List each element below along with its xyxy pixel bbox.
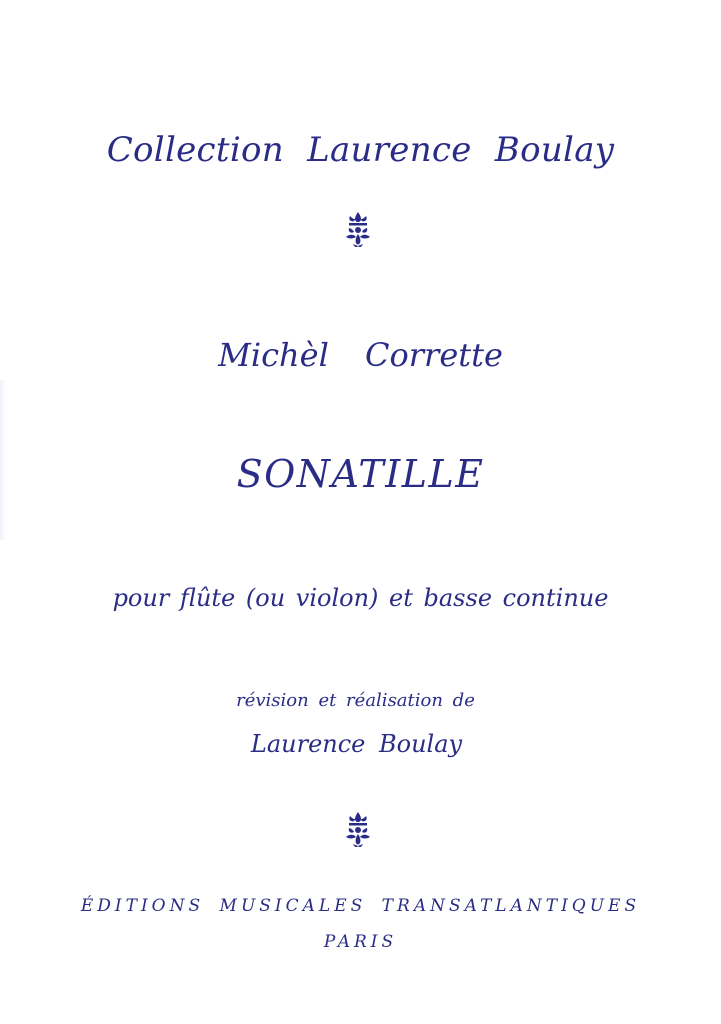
series-title: Collection Laurence Boulay	[106, 130, 615, 170]
composer-name: Michèl Corrette	[218, 336, 503, 374]
work-title: SONATILLE	[236, 452, 485, 496]
fleuron-icon	[343, 210, 373, 250]
revision-label: révision et réalisation de	[236, 690, 475, 711]
publisher-name: ÉDITIONS MUSICALES TRANSATLANTIQUES	[80, 896, 641, 916]
editor-name: Laurence Boulay	[250, 730, 463, 758]
fleuron-icon	[343, 810, 373, 850]
instrumentation: pour flûte (ou violon) et basse continue	[112, 584, 609, 612]
publisher-city: PARIS	[323, 932, 398, 952]
